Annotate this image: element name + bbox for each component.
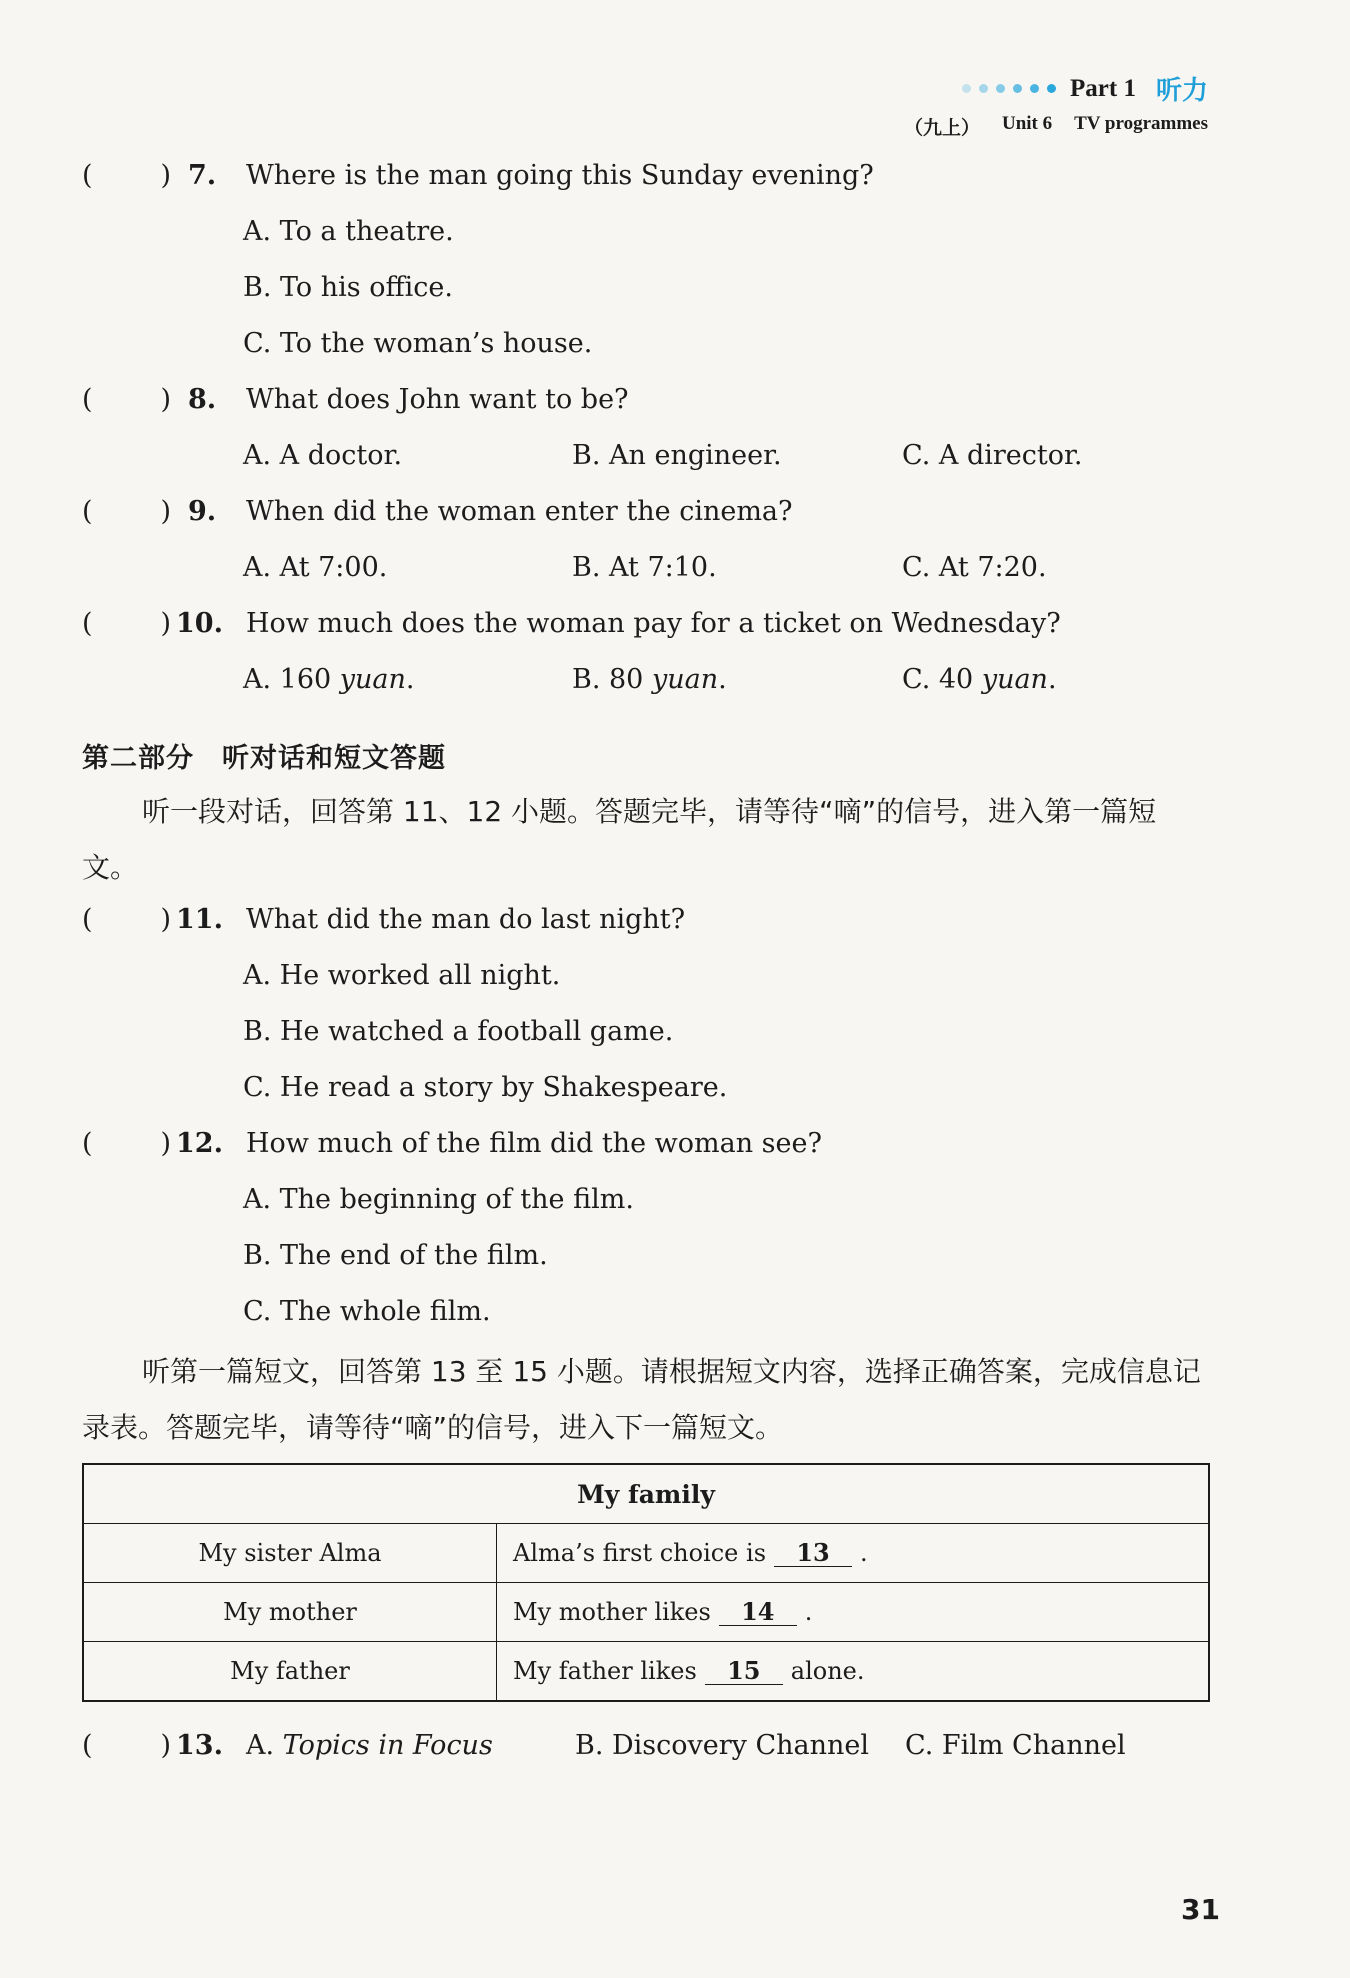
option-b: B. Discovery Channel	[575, 1730, 870, 1761]
answer-bracket[interactable]: ( )	[82, 904, 172, 935]
option-c: C. To the woman’s house.	[243, 328, 593, 359]
option-a: A. To a theatre.	[243, 216, 454, 247]
instruction-2: 听第一篇短文，回答第 13 至 15 小题。请根据短文内容，选择正确答案，完成信息记录表。答题完毕，请等待“嘀”的信号，进入下一篇短文。	[82, 1355, 1201, 1444]
option-b: B. The end of the film.	[243, 1240, 548, 1271]
option-a: A. A doctor.	[243, 440, 403, 471]
info-record-table	[82, 1463, 1210, 1702]
question-12: ( ) 12. How much of the film did the woman see?	[82, 1128, 822, 1159]
part-label: Part 1	[1070, 74, 1136, 102]
option-a: A. Topics in Focus	[246, 1730, 493, 1761]
page-header	[904, 70, 1208, 140]
option-b: B. 80 yuan.	[572, 664, 727, 695]
answer-bracket[interactable]: ( )	[82, 1128, 172, 1159]
option-c: C. The whole film.	[243, 1296, 491, 1327]
grade-label: （九上）	[903, 118, 980, 139]
answer-blank-15[interactable]: 15	[705, 1658, 783, 1685]
question-10: ( ) 10. How much does the woman pay for a ticket on Wednesday?	[82, 608, 1061, 639]
question-8: ( ) 8. What does John want to be?	[82, 384, 629, 415]
question-text: What did the man do last night?	[246, 904, 686, 935]
option-c: C. Film Channel	[905, 1730, 1126, 1761]
question-7: ( ) 7. Where is the man going this Sunday evening?	[82, 160, 874, 191]
question-text: How much of the film did the woman see?	[246, 1128, 822, 1159]
instruction-1: 听一段对话，回答第 11、12 小题。答题完毕，请等待“嘀”的信号，进入第一篇短文。	[82, 795, 1157, 884]
option-b: B. At 7:10.	[572, 552, 717, 583]
option-a: A. He worked all night.	[243, 960, 561, 991]
question-text: When did the woman enter the cinema?	[246, 496, 793, 527]
section-title: 第二部分 听对话和短文答题	[82, 743, 446, 774]
question-text: How much does the woman pay for a ticket on Wednesday?	[246, 608, 1061, 639]
option-a: A. 160 yuan.	[243, 664, 415, 695]
section-label: 听力	[1155, 76, 1208, 106]
page-number: 31	[1181, 1893, 1220, 1926]
answer-bracket[interactable]: ( )	[82, 160, 172, 191]
option-a: A. The beginning of the film.	[243, 1184, 634, 1215]
question-text: Where is the man going this Sunday evening?	[246, 160, 874, 191]
table-title: My family	[83, 1464, 1209, 1524]
table-row: My mother My mother likes 14 .	[83, 1583, 1209, 1642]
question-11: ( ) 11. What did the man do last night?	[82, 904, 686, 935]
question-13: ( ) 13. A. Topics in Focus	[82, 1730, 493, 1761]
option-c: C. A director.	[902, 440, 1083, 471]
answer-bracket[interactable]: ( )	[82, 608, 172, 639]
option-b: B. He watched a football game.	[243, 1016, 674, 1047]
unit-label: Unit 6	[1001, 113, 1053, 134]
answer-bracket[interactable]: ( )	[82, 496, 172, 527]
decorative-dots-icon	[962, 84, 1056, 93]
option-a: A. At 7:00.	[243, 552, 388, 583]
answer-bracket[interactable]: ( )	[82, 384, 172, 415]
option-c: C. At 7:20.	[902, 552, 1047, 583]
option-b: B. An engineer.	[572, 440, 782, 471]
option-c: C. He read a story by Shakespeare.	[243, 1072, 728, 1103]
table-row: My father My father likes 15 alone.	[83, 1642, 1209, 1702]
answer-bracket[interactable]: ( )	[82, 1730, 172, 1761]
unit-title: TV programmes	[1074, 113, 1208, 134]
option-b: B. To his office.	[243, 272, 453, 303]
table-row: My sister Alma Alma’s first choice is 13 .	[83, 1524, 1209, 1583]
option-c: C. 40 yuan.	[902, 664, 1057, 695]
question-text: What does John want to be?	[246, 384, 629, 415]
answer-blank-13[interactable]: 13	[774, 1540, 852, 1567]
question-9: ( ) 9. When did the woman enter the cinema?	[82, 496, 793, 527]
answer-blank-14[interactable]: 14	[719, 1599, 797, 1626]
